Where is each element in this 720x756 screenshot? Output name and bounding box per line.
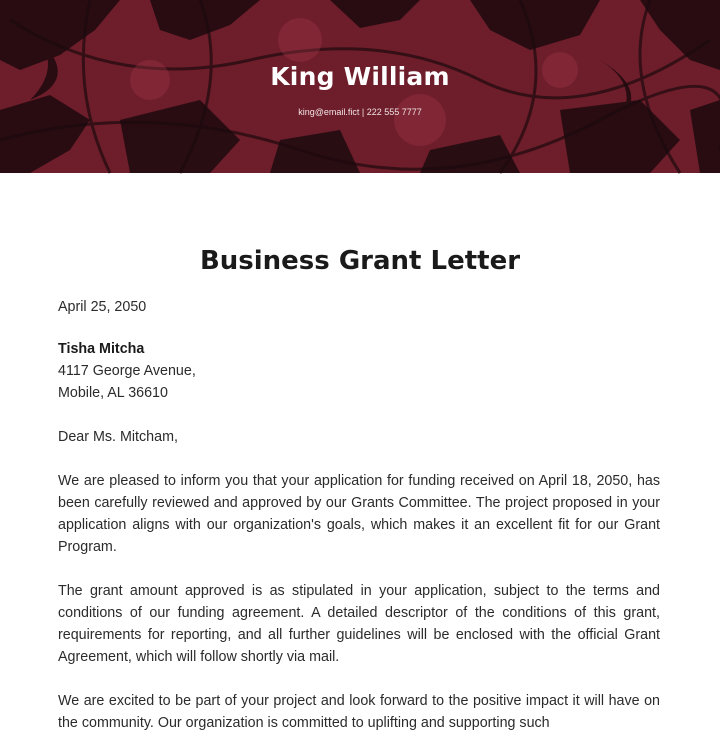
letter-body xyxy=(58,296,660,756)
letter-title: Business Grant Letter xyxy=(199,246,521,276)
letterhead-banner xyxy=(0,0,720,173)
recipient-address-line1: 4117 George Avenue, xyxy=(58,363,196,379)
body-paragraph: The grant amount approved is as stipulated in your application, subject to the terms and conditions of our funding agreement. A detailed descriptor of the conditions of this grant, requirements for reporting, and all further guidelines will be enclosed with the official Grant Agreement, which will follow shortly via mail. xyxy=(58,583,660,665)
recipient-name: Tisha Mitcha xyxy=(58,341,145,357)
sender-name: King William xyxy=(270,62,450,91)
body-paragraph: We are excited to be part of your project and look forward to the positive impact it will have on the community. Our organization is committed to uplifting and supporting such xyxy=(58,693,660,731)
recipient-address-line2: Mobile, AL 36610 xyxy=(58,385,168,401)
sender-contact-info: king@email.fict | 222 555 7777 xyxy=(298,107,422,117)
salutation: Dear Ms. Mitcham, xyxy=(58,429,178,445)
body-paragraph: We are pleased to inform you that your application for funding received on April 18, 2050, has been carefully reviewed and approved by our Grants Committee. The project proposed in your application aligns with our organization's goals, which makes it an excellent fit for our Grant Program. xyxy=(58,473,660,555)
recipient-address-block xyxy=(58,338,660,404)
letter-date: April 25, 2050 xyxy=(58,299,147,315)
